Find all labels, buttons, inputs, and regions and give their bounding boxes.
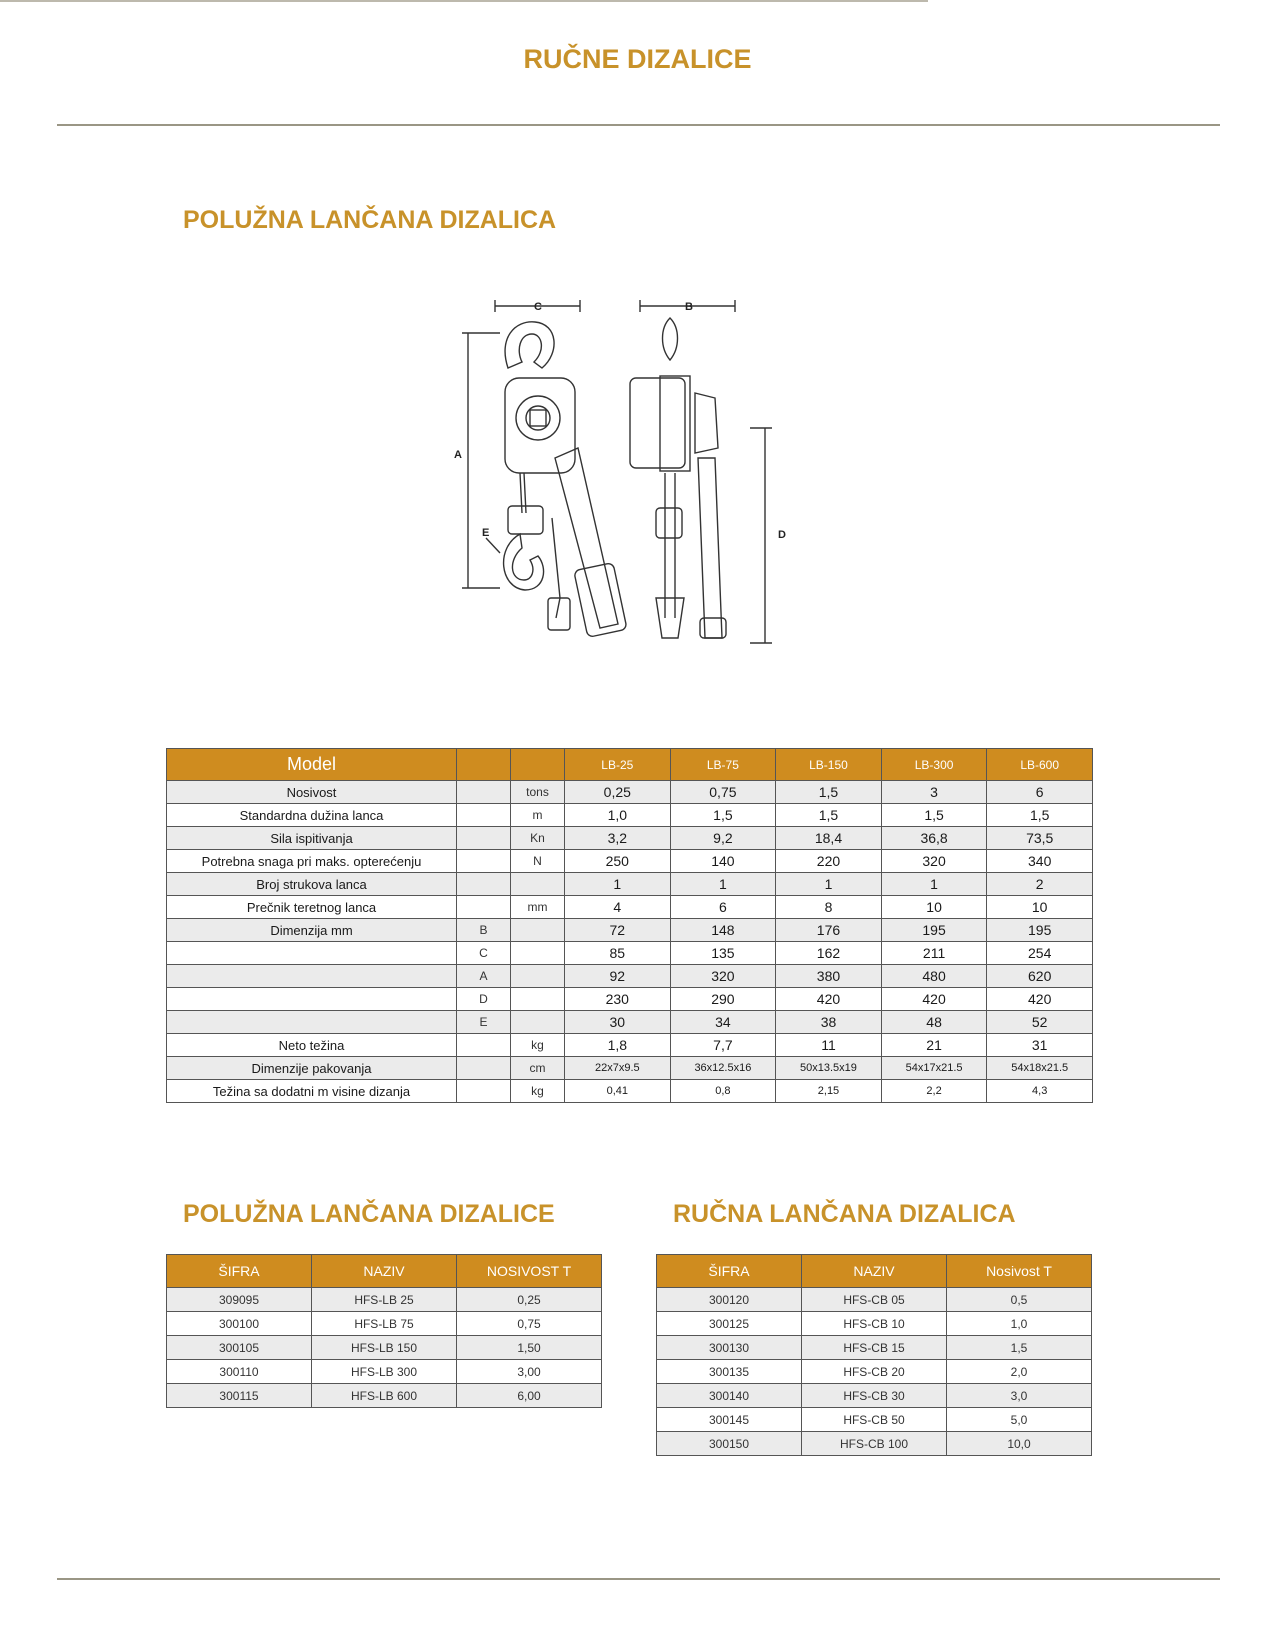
spec-label (167, 988, 457, 1011)
spec-value: 10 (881, 896, 987, 919)
dimension-label-c: C (534, 301, 542, 313)
model-header: Model (167, 749, 457, 781)
spec-row (167, 988, 1093, 1011)
spec-value: 1,8 (565, 1034, 671, 1057)
spec-row (167, 873, 1093, 896)
spec-table (166, 748, 1093, 1103)
spec-sub-label (457, 1080, 511, 1103)
spec-value: 54x18x21.5 (987, 1057, 1093, 1080)
header-blank (457, 749, 511, 781)
capacity-cell: 10,0 (947, 1432, 1092, 1456)
dimension-label-e: E (482, 527, 490, 539)
column-header-code: ŠIFRA (657, 1255, 802, 1288)
name-cell: HFS-CB 100 (802, 1432, 947, 1456)
spec-value: 1 (565, 873, 671, 896)
lever-hoist-diagram (454, 298, 800, 673)
column-header-capacity: NOSIVOST T (457, 1255, 602, 1288)
spec-unit: cm (511, 1057, 565, 1080)
table-row (167, 1336, 602, 1360)
spec-value: 85 (565, 942, 671, 965)
code-table-header (657, 1255, 1092, 1288)
spec-value: 148 (670, 919, 776, 942)
spec-label: Standardna dužina lanca (167, 804, 457, 827)
name-cell: HFS-CB 10 (802, 1312, 947, 1336)
name-cell: HFS-CB 50 (802, 1408, 947, 1432)
table-row (167, 1288, 602, 1312)
column-header-code: ŠIFRA (167, 1255, 312, 1288)
spec-value: 195 (987, 919, 1093, 942)
spec-value: 72 (565, 919, 671, 942)
spec-value: 320 (670, 965, 776, 988)
spec-value: 6 (670, 896, 776, 919)
capacity-cell: 0,25 (457, 1288, 602, 1312)
table-row (167, 1384, 602, 1408)
spec-sub-label (457, 896, 511, 919)
name-cell: HFS-CB 20 (802, 1360, 947, 1384)
spec-label: Sila ispitivanja (167, 827, 457, 850)
spec-value: 140 (670, 850, 776, 873)
section-title-manual-hoist: RUČNA LANČANA DIZALICA (673, 1200, 1016, 1228)
spec-value: 4 (565, 896, 671, 919)
spec-value: 1,5 (670, 804, 776, 827)
table-row (657, 1336, 1092, 1360)
spec-value: 480 (881, 965, 987, 988)
spec-sub-label (457, 850, 511, 873)
name-cell: HFS-CB 05 (802, 1288, 947, 1312)
spec-value: 36x12.5x16 (670, 1057, 776, 1080)
capacity-cell: 5,0 (947, 1408, 1092, 1432)
table-row (657, 1288, 1092, 1312)
spec-value: 4,3 (987, 1080, 1093, 1103)
code-cell: 300140 (657, 1384, 802, 1408)
section-divider (0, 0, 928, 2)
manual-hoist-code-table (656, 1254, 1092, 1456)
spec-unit: N (511, 850, 565, 873)
spec-value: 290 (670, 988, 776, 1011)
table-row (657, 1360, 1092, 1384)
spec-value: 420 (881, 988, 987, 1011)
model-column-header: LB-150 (776, 749, 882, 781)
spec-sub-label: C (457, 942, 511, 965)
spec-label (167, 965, 457, 988)
spec-table-header (167, 749, 1093, 781)
dimension-line-e (486, 538, 500, 553)
spec-value: 380 (776, 965, 882, 988)
spec-value: 230 (565, 988, 671, 1011)
spec-value: 3,2 (565, 827, 671, 850)
spec-value: 1 (776, 873, 882, 896)
spec-row (167, 827, 1093, 850)
spec-value: 38 (776, 1011, 882, 1034)
page-title: RUČNE DIZALICE (523, 44, 752, 74)
spec-value: 620 (987, 965, 1093, 988)
spec-sub-label (457, 1034, 511, 1057)
spec-value: 195 (881, 919, 987, 942)
name-cell: HFS-CB 30 (802, 1384, 947, 1408)
spec-sub-label: A (457, 965, 511, 988)
dimension-label-a: A (454, 449, 462, 461)
spec-sub-label: B (457, 919, 511, 942)
spec-value: 220 (776, 850, 882, 873)
spec-value: 1,5 (776, 781, 882, 804)
spec-sub-label (457, 827, 511, 850)
spec-value: 36,8 (881, 827, 987, 850)
spec-label: Dimenzije pakovanja (167, 1057, 457, 1080)
spec-value: 2,15 (776, 1080, 882, 1103)
spec-row (167, 919, 1093, 942)
name-cell: HFS-LB 150 (312, 1336, 457, 1360)
spec-value: 34 (670, 1011, 776, 1034)
spec-value: 340 (987, 850, 1093, 873)
spec-value: 0,8 (670, 1080, 776, 1103)
spec-value: 54x17x21.5 (881, 1057, 987, 1080)
spec-unit: kg (511, 1034, 565, 1057)
spec-unit (511, 873, 565, 896)
spec-unit: m (511, 804, 565, 827)
spec-value: 162 (776, 942, 882, 965)
spec-value: 31 (987, 1034, 1093, 1057)
spec-label: Težina sa dodatni m visine dizanja (167, 1080, 457, 1103)
spec-value: 176 (776, 919, 882, 942)
spec-value: 48 (881, 1011, 987, 1034)
model-column-header: LB-600 (987, 749, 1093, 781)
table-row (167, 1360, 602, 1384)
table-row (657, 1432, 1092, 1456)
code-cell: 300100 (167, 1312, 312, 1336)
spec-row (167, 850, 1093, 873)
dimension-label-d: D (778, 529, 786, 541)
spec-row (167, 942, 1093, 965)
spec-sub-label (457, 873, 511, 896)
spec-value: 11 (776, 1034, 882, 1057)
name-cell: HFS-LB 75 (312, 1312, 457, 1336)
hoist-front-view (630, 318, 726, 638)
code-table-header (167, 1255, 602, 1288)
model-column-header: LB-300 (881, 749, 987, 781)
spec-value: 135 (670, 942, 776, 965)
spec-value: 3 (881, 781, 987, 804)
spec-value: 254 (987, 942, 1093, 965)
spec-sub-label (457, 1057, 511, 1080)
spec-value: 1,5 (776, 804, 882, 827)
code-cell: 300145 (657, 1408, 802, 1432)
table-row (167, 1312, 602, 1336)
spec-row (167, 1080, 1093, 1103)
spec-row (167, 1034, 1093, 1057)
code-cell: 300120 (657, 1288, 802, 1312)
name-cell: HFS-LB 300 (312, 1360, 457, 1384)
spec-sub-label (457, 804, 511, 827)
spec-value: 1 (670, 873, 776, 896)
spec-value: 10 (987, 896, 1093, 919)
table-row (657, 1384, 1092, 1408)
spec-value: 52 (987, 1011, 1093, 1034)
name-cell: HFS-CB 15 (802, 1336, 947, 1360)
spec-sub-label: E (457, 1011, 511, 1034)
code-cell: 300110 (167, 1360, 312, 1384)
spec-value: 211 (881, 942, 987, 965)
header-blank (511, 749, 565, 781)
spec-sub-label: D (457, 988, 511, 1011)
name-cell: HFS-LB 25 (312, 1288, 457, 1312)
spec-label: Neto težina (167, 1034, 457, 1057)
spec-label: Prečnik teretnog lanca (167, 896, 457, 919)
spec-row (167, 1011, 1093, 1034)
spec-value: 1,0 (565, 804, 671, 827)
spec-row (167, 781, 1093, 804)
spec-value: 1,5 (881, 804, 987, 827)
section-title-lever-hoist: POLUŽNA LANČANA DIZALICA (183, 206, 557, 234)
spec-value: 18,4 (776, 827, 882, 850)
capacity-cell: 6,00 (457, 1384, 602, 1408)
model-column-header: LB-75 (670, 749, 776, 781)
spec-unit: tons (511, 781, 565, 804)
spec-value: 250 (565, 850, 671, 873)
spec-value: 7,7 (670, 1034, 776, 1057)
header-divider (57, 124, 1220, 126)
spec-row (167, 804, 1093, 827)
spec-label (167, 1011, 457, 1034)
column-header-name: NAZIV (802, 1255, 947, 1288)
column-header-capacity: Nosivost T (947, 1255, 1092, 1288)
code-cell: 300105 (167, 1336, 312, 1360)
spec-unit (511, 988, 565, 1011)
spec-value: 420 (776, 988, 882, 1011)
spec-unit: Kn (511, 827, 565, 850)
dimension-label-b: B (685, 301, 693, 313)
spec-unit (511, 1011, 565, 1034)
table-row (657, 1408, 1092, 1432)
code-cell: 300135 (657, 1360, 802, 1384)
spec-label: Broj strukova lanca (167, 873, 457, 896)
spec-value: 50x13.5x19 (776, 1057, 882, 1080)
capacity-cell: 1,50 (457, 1336, 602, 1360)
spec-unit: mm (511, 896, 565, 919)
spec-row (167, 965, 1093, 988)
spec-unit (511, 965, 565, 988)
lever-hoist-code-table (166, 1254, 602, 1408)
spec-label: Nosivost (167, 781, 457, 804)
name-cell: HFS-LB 600 (312, 1384, 457, 1408)
code-cell: 300125 (657, 1312, 802, 1336)
capacity-cell: 0,5 (947, 1288, 1092, 1312)
spec-label: Potrebna snaga pri maks. opterećenju (167, 850, 457, 873)
spec-value: 0,41 (565, 1080, 671, 1103)
capacity-cell: 1,5 (947, 1336, 1092, 1360)
spec-value: 92 (565, 965, 671, 988)
spec-value: 9,2 (670, 827, 776, 850)
capacity-cell: 3,00 (457, 1360, 602, 1384)
spec-label: Dimenzija mm (167, 919, 457, 942)
spec-value: 1,5 (987, 804, 1093, 827)
spec-value: 2,2 (881, 1080, 987, 1103)
table-row (657, 1312, 1092, 1336)
spec-label (167, 942, 457, 965)
spec-value: 22x7x9.5 (565, 1057, 671, 1080)
model-column-header: LB-25 (565, 749, 671, 781)
column-header-name: NAZIV (312, 1255, 457, 1288)
spec-value: 73,5 (987, 827, 1093, 850)
code-cell: 300150 (657, 1432, 802, 1456)
spec-value: 1 (881, 873, 987, 896)
spec-value: 0,75 (670, 781, 776, 804)
section-title-lever-hoists: POLUŽNA LANČANA DIZALICE (183, 1200, 555, 1228)
spec-value: 8 (776, 896, 882, 919)
capacity-cell: 0,75 (457, 1312, 602, 1336)
hoist-side-view (504, 322, 627, 638)
spec-value: 2 (987, 873, 1093, 896)
capacity-cell: 2,0 (947, 1360, 1092, 1384)
spec-value: 6 (987, 781, 1093, 804)
spec-unit (511, 942, 565, 965)
spec-value: 0,25 (565, 781, 671, 804)
code-cell: 309095 (167, 1288, 312, 1312)
spec-sub-label (457, 781, 511, 804)
spec-value: 420 (987, 988, 1093, 1011)
capacity-cell: 3,0 (947, 1384, 1092, 1408)
spec-value: 21 (881, 1034, 987, 1057)
spec-value: 320 (881, 850, 987, 873)
spec-row (167, 896, 1093, 919)
footer-divider (57, 1578, 1220, 1580)
spec-unit: kg (511, 1080, 565, 1103)
spec-value: 30 (565, 1011, 671, 1034)
spec-row (167, 1057, 1093, 1080)
capacity-cell: 1,0 (947, 1312, 1092, 1336)
code-cell: 300115 (167, 1384, 312, 1408)
code-cell: 300130 (657, 1336, 802, 1360)
spec-unit (511, 919, 565, 942)
